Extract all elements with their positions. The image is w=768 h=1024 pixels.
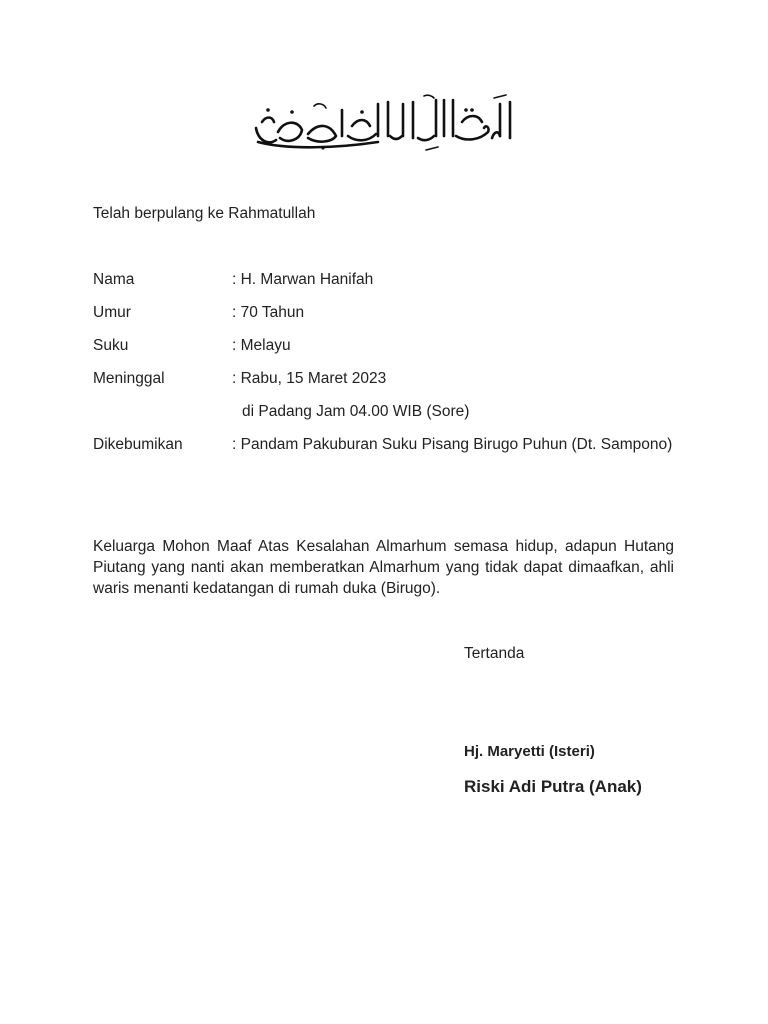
detail-label: Meninggal [93,370,165,387]
signer-son: Riski Adi Putra (Anak) [464,777,642,796]
detail-value: : 70 Tahun [232,304,305,321]
detail-value: : H. Marwan Hanifah [232,271,374,288]
signer-wife: Hj. Maryetti (Isteri) [464,743,595,760]
signature-label: Tertanda [464,645,525,662]
detail-value: : Pandam Pakuburan Suku Pisang Birugo Puhun (Dt. Sampono) [232,436,673,453]
detail-value: : Melayu [232,337,291,354]
detail-value: di Padang Jam 04.00 WIB (Sore) [242,403,470,420]
detail-label: Nama [93,271,135,288]
detail-value: : Rabu, 15 Maret 2023 [232,370,387,387]
family-message: Keluarga Mohon Maaf Atas Kesalahan Almarhum semasa hidup, adapun Hutang Piutang yang nanti akan memberatkan Almarhum yang tidak dapat dimaafkan, ahli waris menanti kedatangan di rumah duka (Birugo). [93,538,674,597]
intro-text: Telah berpulang ke Rahmatullah [93,205,316,222]
detail-label: Umur [93,304,131,321]
detail-label: Dikebumikan [93,436,183,453]
arabic-calligraphy-icon [248,92,520,156]
detail-label: Suku [93,337,129,354]
